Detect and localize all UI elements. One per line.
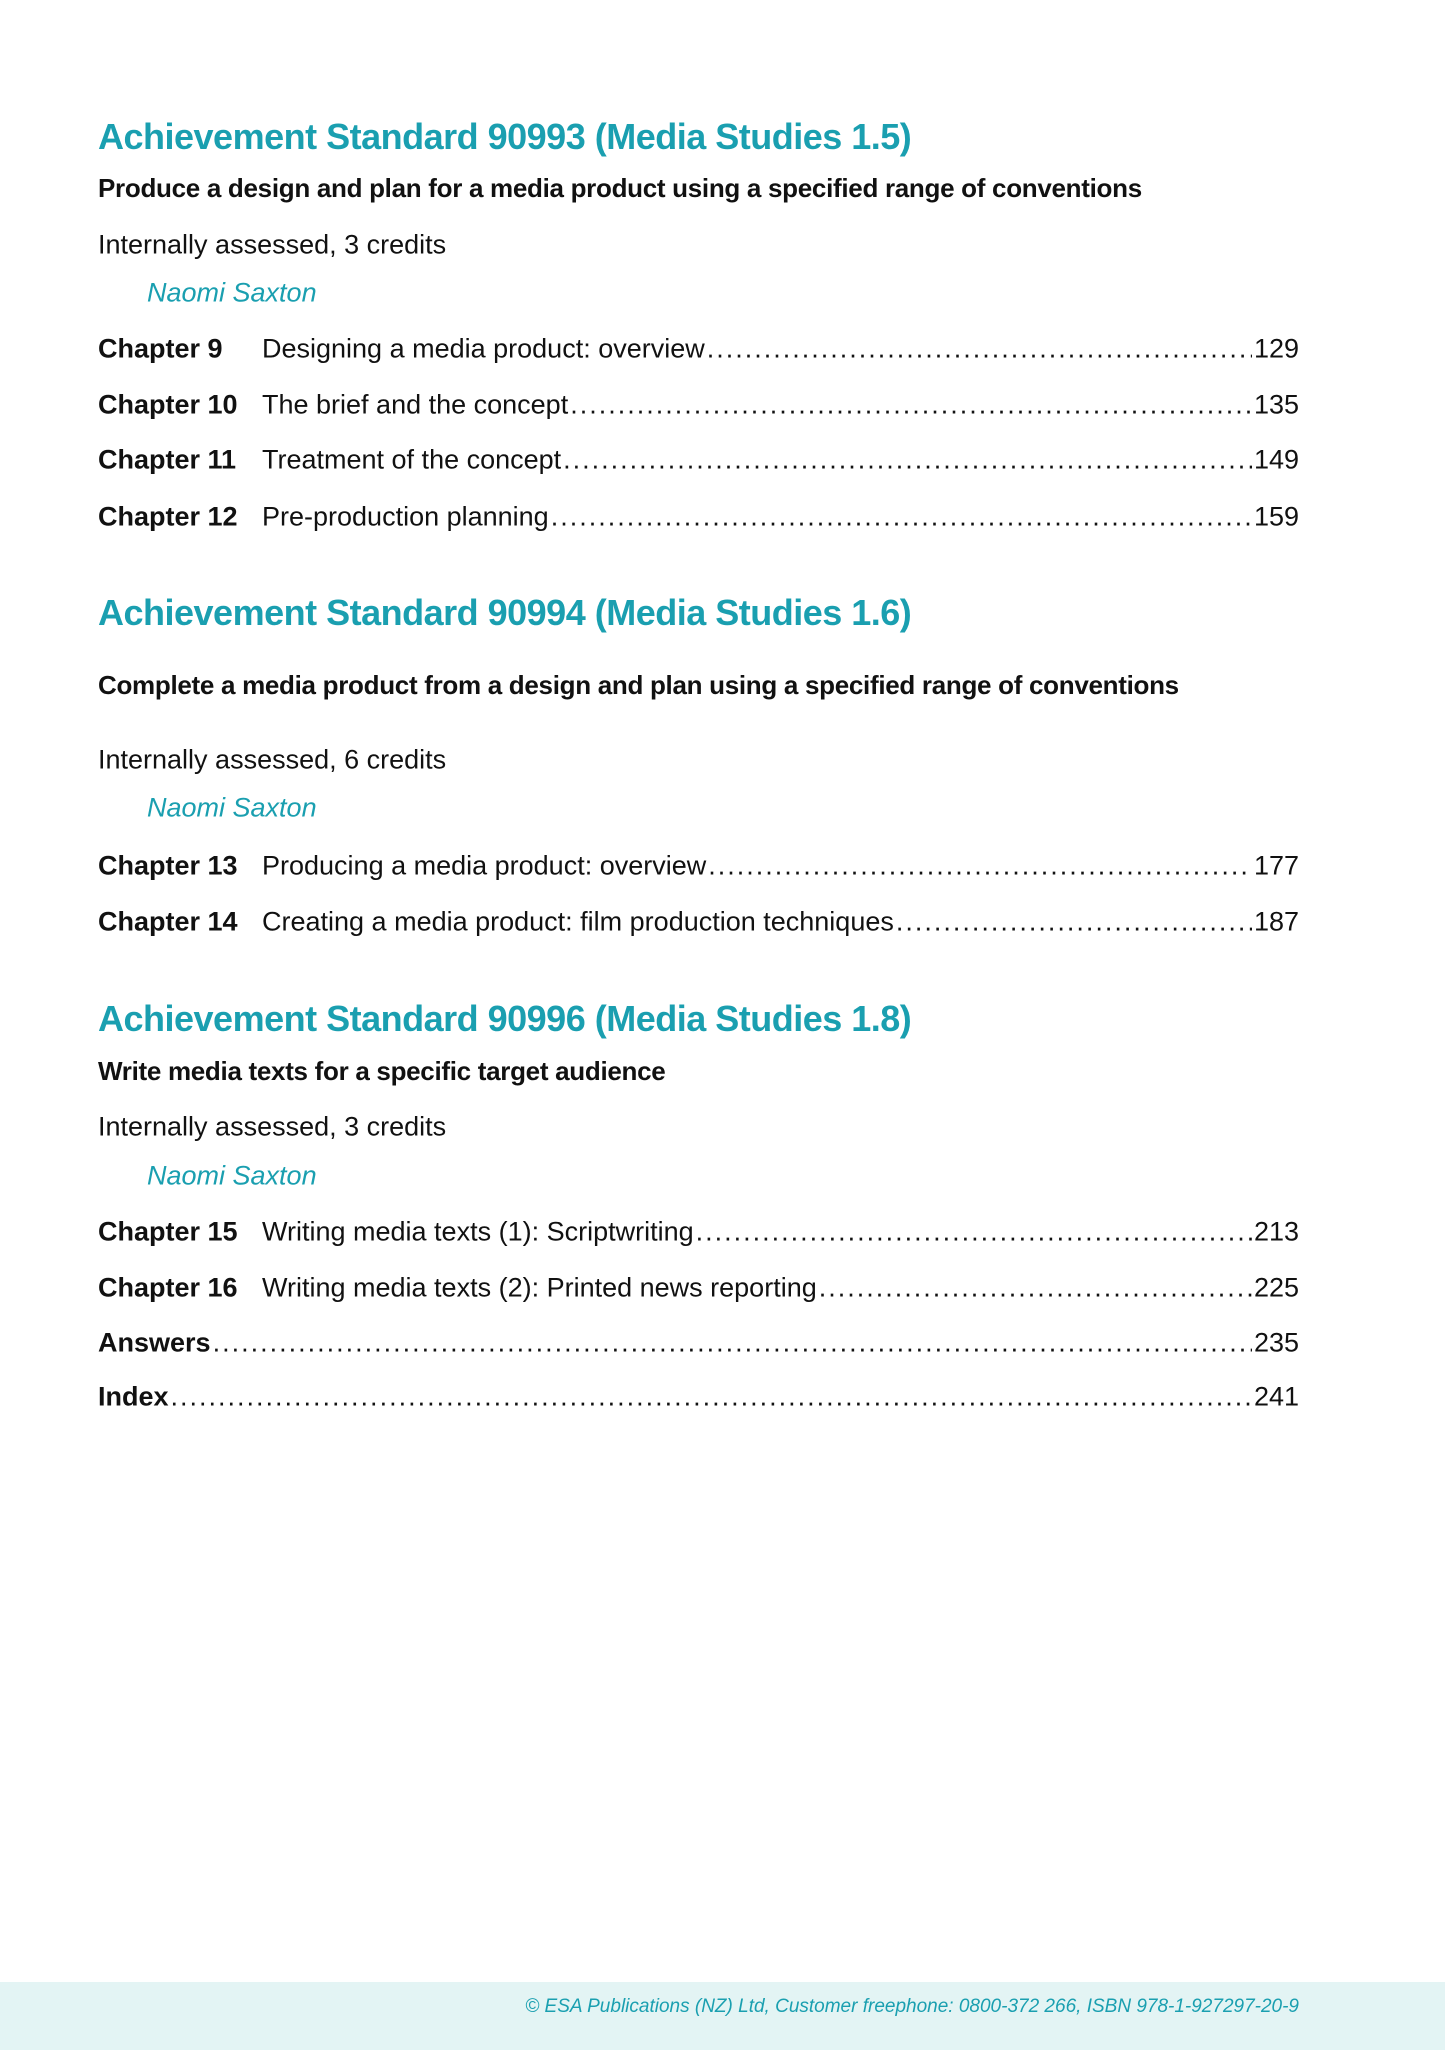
dot-leader [896,907,1252,938]
toc-entry[interactable] [98,390,1299,421]
assessment-note: Internally assessed, 6 credits [98,744,447,775]
page-number: 241 [1253,1381,1299,1412]
toc-entry-answers[interactable] [98,1328,1299,1359]
dot-leader [819,1273,1252,1304]
dot-leader [708,851,1252,882]
toc-entry[interactable] [98,445,1299,476]
chapter-number: Chapter 12 [98,501,238,532]
chapter-number: Chapter 15 [98,1216,238,1247]
dot-leader [171,1382,1252,1413]
toc-entry[interactable] [98,1273,1299,1304]
chapter-number: Chapter 11 [98,444,237,475]
toc-entry[interactable] [98,851,1299,882]
entry-label: Answers [98,1327,211,1358]
page-number: 129 [1253,333,1299,364]
section-subtitle: Write media texts for a specific target audience [98,1056,666,1086]
assessment-note: Internally assessed, 3 credits [98,1111,447,1142]
author: Naomi Saxton [147,1160,317,1191]
page-number: 225 [1253,1272,1299,1303]
chapter-title: Producing a media product: overview [262,850,707,881]
page-number: 213 [1253,1216,1299,1247]
page-number: 187 [1253,906,1299,937]
page-number: 177 [1253,850,1299,881]
section-heading: Achievement Standard 90996 (Media Studies 1.8) [98,998,912,1039]
chapter-title: Pre-production planning [262,501,549,532]
section-subtitle: Complete a media product from a design and plan using a specified range of conventions [98,670,1179,700]
author: Naomi Saxton [147,277,317,308]
chapter-title: Treatment of the concept [262,444,562,475]
section-heading: Achievement Standard 90994 (Media Studies 1.6) [98,592,912,633]
chapter-title: Designing a media product: overview [262,333,705,364]
page-number: 149 [1253,444,1299,475]
copyright-text: © ESA Publications (NZ) Ltd, Customer freephone: 0800-372 266, ISBN 978-1-927297-20-9 [525,1996,1299,2017]
chapter-title: Writing media texts (2): Printed news reporting [262,1272,817,1303]
page-number: 135 [1253,389,1299,420]
dot-leader [696,1217,1252,1248]
toc-entry[interactable] [98,907,1299,938]
chapter-number: Chapter 13 [98,850,238,881]
dot-leader [570,390,1252,421]
dot-leader [551,502,1252,533]
chapter-title: The brief and the concept [262,389,569,420]
chapter-number: Chapter 14 [98,906,238,937]
section-subtitle: Produce a design and plan for a media product using a specified range of conventions [98,173,1142,203]
dot-leader [213,1328,1252,1359]
chapter-number: Chapter 10 [98,389,238,420]
chapter-number: Chapter 16 [98,1272,238,1303]
entry-label: Index [98,1381,169,1412]
assessment-note: Internally assessed, 3 credits [98,229,447,260]
section-heading: Achievement Standard 90993 (Media Studies 1.5) [98,116,912,157]
page-number: 159 [1253,501,1299,532]
page-number: 235 [1253,1327,1299,1358]
toc-entry[interactable] [98,334,1299,365]
toc-entry[interactable] [98,502,1299,533]
chapter-number: Chapter 9 [98,333,223,364]
dot-leader [563,445,1252,476]
toc-entry[interactable] [98,1217,1299,1248]
chapter-title: Writing media texts (1): Scriptwriting [262,1216,694,1247]
author: Naomi Saxton [147,792,317,823]
page-footer [0,1982,1445,2050]
dot-leader [707,334,1252,365]
toc-entry-index[interactable] [98,1382,1299,1413]
chapter-title: Creating a media product: film production techniques [262,906,894,937]
